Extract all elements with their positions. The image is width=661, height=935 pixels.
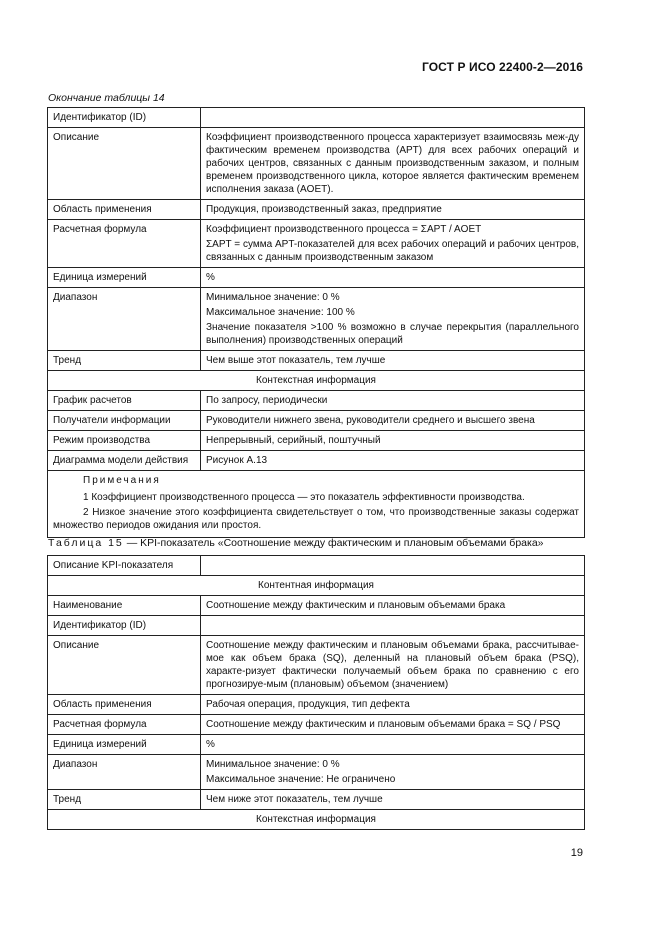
row-value [201,596,585,616]
table15-caption-prefix: Таблица 15 [48,537,124,549]
table-row [48,108,585,128]
row-label: Описание KPI-показателя [48,556,201,576]
row-value [201,636,585,695]
row-value: Рисунок A.13 [201,451,585,471]
value-line: Минимальное значение: 0 % [206,759,340,770]
table-row [48,431,585,451]
value-line: ΣAPT = сумма APT-показателей для всех рабочих операций и рабочих центров, связанных с данным производственным заказом [206,239,579,263]
row-value [201,790,585,810]
row-label: Идентификатор (ID) [48,108,201,128]
table-row [48,596,585,616]
value-line: Значение показателя >100 % возможно в случае перекрытия (параллельного выполнения) производственных операций [206,322,579,346]
notes-title: Примечания [83,475,161,486]
table-row [48,790,585,810]
table-row [48,715,585,735]
notes-cell [48,471,585,538]
content-section-header: Контентная информация [48,576,585,596]
row-label: Наименование [48,596,201,616]
table-row [48,695,585,715]
table-row [48,451,585,471]
table-row [48,755,585,790]
row-label: Единица измерений [48,735,201,755]
row-label: Область применения [48,200,201,220]
value-line: Максимальное значение: Не ограничено [206,774,396,785]
table-row [48,220,585,268]
row-value [201,351,585,371]
row-label: Диапазон [48,288,201,351]
table-14 [47,107,585,538]
table-15-body [48,556,585,830]
value-line: Чем ниже этот показатель, тем лучше [206,794,383,805]
table-row [48,556,585,576]
row-value [201,735,585,755]
value-line: Коэффициент производственного процесса = ΣAPT / AOET [206,224,482,235]
row-value [201,128,585,200]
value-line: Максимальное значение: 100 % [206,307,355,318]
row-label: Описание [48,128,201,200]
table15-caption [48,537,544,549]
table14-caption: Окончание таблицы 14 [48,92,165,104]
value-line: Чем выше этот показатель, тем лучше [206,355,386,366]
table15-caption-text: — KPI-показатель «Соотношение между фактическим и плановым объемами брака» [123,537,544,549]
row-value [201,715,585,735]
row-label: Тренд [48,790,201,810]
table-15 [47,555,585,830]
row-value: Руководители нижнего звена, руководители среднего и высшего звена [201,411,585,431]
row-value [201,288,585,351]
table-row [48,391,585,411]
row-label: Описание [48,636,201,695]
row-value [201,556,585,576]
table-row [48,616,585,636]
value-line: % [206,272,215,283]
table-row [48,288,585,351]
row-label: Тренд [48,351,201,371]
value-line: Соотношение между фактическим и плановым объемами брака = SQ / PSQ [206,719,561,730]
row-value [201,616,585,636]
table-row [48,636,585,695]
note-item: 2 Низкое значение этого коэффициента свидетельствует о том, что производственные заказы содержат множество периодов ожидания или простоя. [53,507,579,531]
row-label: Идентификатор (ID) [48,616,201,636]
row-label: Диаграмма модели действия [48,451,201,471]
page-number: 19 [570,847,583,859]
row-label: Получатели информации [48,411,201,431]
table-row [48,268,585,288]
table-row [48,200,585,220]
row-label: Единица измерений [48,268,201,288]
table-row [48,128,585,200]
row-value: По запросу, периодически [201,391,585,411]
value-line [206,111,579,124]
section-row [48,810,585,830]
row-value: Непрерывный, серийный, поштучный [201,431,585,451]
table-row [48,351,585,371]
table-row [48,411,585,431]
notes-row [48,471,585,538]
row-label: Расчетная формула [48,220,201,268]
table-row [48,735,585,755]
row-label: Режим производства [48,431,201,451]
section-row [48,576,585,596]
row-value [201,755,585,790]
note-item: 1 Коэффициент производственного процесса — это показатель эффективности производства. [83,492,525,503]
value-line: % [206,739,215,750]
value-line: Рабочая операция, продукция, тип дефекта [206,699,410,710]
section-row [48,371,585,391]
row-label: Область применения [48,695,201,715]
value-line [206,619,579,632]
value-line: Минимальное значение: 0 % [206,292,340,303]
context-section-header: Контекстная информация [48,810,585,830]
row-value [201,200,585,220]
document-standard-header: ГОСТ Р ИСО 22400-2—2016 [421,60,583,74]
row-label: Расчетная формула [48,715,201,735]
value-line: Продукция, производственный заказ, предприятие [206,204,442,215]
row-label: График расчетов [48,391,201,411]
value-line: Соотношение между фактическим и плановым объемами брака [206,600,506,611]
table-14-body [48,108,585,538]
row-value [201,695,585,715]
row-value [201,108,585,128]
value-line: Соотношение между фактическим и плановым объемами брака, рассчитывае-мое как объем брака (SQ), деленный на плановый объем брака (PSQ), характе-ризует фактически получаемый объем брака по сравнению с его прогнозируе-мым (плановым) объемом (значением) [206,640,579,690]
context-section-header: Контекстная информация [48,371,585,391]
row-value [201,220,585,268]
value-line: Коэффициент производственного процесса характеризует взаимосвязь меж-ду фактическим временем производства (APT) для всех рабочих операций и рабочих центров, связанных с данным производственным заказом, и полным временем производственного цикла, которое является фактическим временем исполнения заказа (AOET). [206,132,579,195]
row-label: Диапазон [48,755,201,790]
row-value [201,268,585,288]
